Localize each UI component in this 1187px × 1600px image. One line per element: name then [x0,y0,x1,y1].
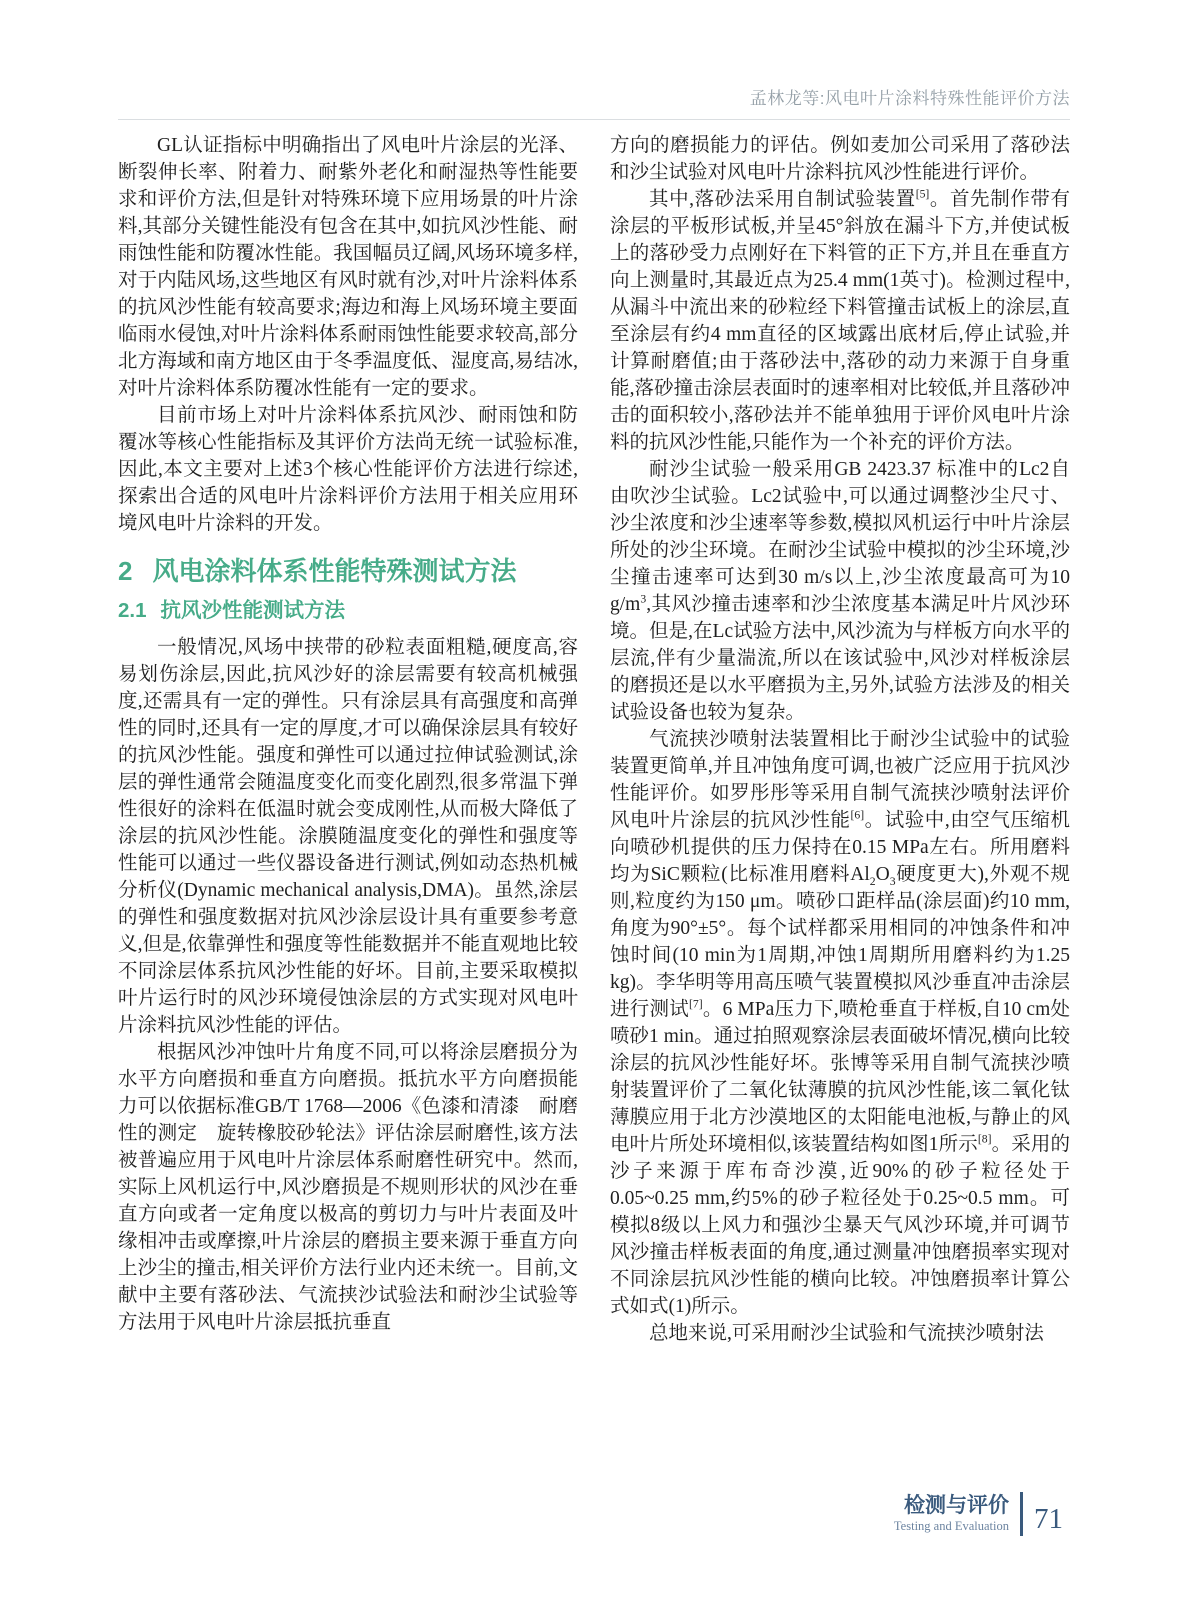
paragraph: GL认证指标中明确指出了风电叶片涂层的光泽、断裂伸长率、附着力、耐紫外老化和耐湿热等性能要求和评价方法,但是针对特殊环境下应用场景的叶片涂料,其部分关键性能没有包含在其中,如抗风沙性能、耐雨蚀性能和防覆冰性能。我国幅员辽阔,风场环境多样,对于内陆风场,这些地区有风时就有沙,对叶片涂料体系的抗风沙性能有较高要求;海边和海上风场环境主要面临雨水侵蚀,对叶片涂料体系耐雨蚀性能要求较高,部分北方海域和南方地区由于冬季温度低、湿度高,易结冰,对叶片涂料体系防覆冰性能有一定的要求。 [118,135,578,399]
page-footer [894,1492,1063,1536]
paragraph: 其中,落砂法采用自制试验装置[5]。首先制作带有涂层的平板形试板,并呈45°斜放在漏斗下方,并使试板上的落砂受力点刚好在下料管的正下方,并且在垂直方向上测量时,其最近点为25.4 mm(1英寸)。检测过程中,从漏斗中流出来的砂粒经下料管撞击试板上的涂层,直至涂层有约4 mm直径的区域露出底材后,停止试验,并计算耐磨值;由于落砂法中,落砂的动力来源于自身重能,落砂撞击涂层表面时的速率相对比较低,并且落砂冲击的面积较小,落砂法并不能单独用于评价风电叶片涂料的抗风沙性能,只能作为一个补充的评价方法。 [610,187,1070,453]
page-number: 71 [1034,1502,1063,1535]
paragraph: 一般情况,风场中挟带的砂粒表面粗糙,硬度高,容易划伤涂层,因此,抗风沙好的涂层需要有较高机械强度,还需具有一定的弹性。只有涂层具有高强度和高弹性的同时,还具有一定的厚度,才可以确保涂层具有较好的抗风沙性能。强度和弹性可以通过拉伸试验测试,涂层的弹性通常会随温度变化而变化剧烈,很多常温下弹性很好的涂料在低温时就会变成刚性,从而极大降低了涂层的抗风沙性能。涂膜随温度变化的弹性和强度等性能可以通过一些仪器设备进行测试,例如动态热机械分析仪(Dynamic mechanical analysis,DMA)。虽然,涂层的弹性和强度数据对抗风沙涂层设计具有重要参考意义,但是,依靠弹性和强度等性能数据并不能直观地比较不同涂层体系抗风沙性能的好坏。目前,主要采取模拟叶片运行时的风沙环境侵蚀涂层的方式实现对风电叶片涂料抗风沙性能的评估。 [118,637,578,1037]
footer-divider [1020,1492,1023,1536]
subsection-heading [118,599,578,623]
section-heading [118,557,578,587]
paragraph: 耐沙尘试验一般采用GB 2423.37 标准中的Lc2自由吹沙尘试验。Lc2试验中,可以通过调整沙尘尺寸、沙尘浓度和沙尘速率等参数,模拟风机运行中叶片涂层所处的沙尘环境。在耐沙尘试验中模拟的沙尘环境,沙尘撞击速率可达到30 m/s以上,沙尘浓度最高可为10 $g/m^3$,其风沙撞击速率和沙尘浓度基本满足叶片风沙环境。但是,在Lc试验方法中,风沙流为与样板方向水平的层流,伴有少量湍流,所以在该试验中,风沙对样板涂层的磨损还是以水平磨损为主,另外,试验方法涉及的相关试验设备也较为复杂。 [610,459,1070,723]
running-title: 孟林龙等:风电叶片涂料特殊性能评价方法 [749,89,1070,108]
journal-section-name-en: Testing and Evaluation [893,1519,1009,1534]
header-divider [118,119,1070,120]
section-number: 2 [118,556,133,586]
left-column [118,132,578,1336]
paragraph: 气流挟沙喷射法装置相比于耐沙尘试验中的试验装置更简单,并且冲蚀角度可调,也被广泛应用于抗风沙性能评价。如罗彤彤等采用自制气流挟沙喷射法评价风电叶片涂层的抗风沙性能[6]。试验中,由空气压缩机向喷砂机提供的压力保持在0.15 MPa左右。所用磨料均为SiC颗粒(比标准用磨料$Al_2O_3$硬度更大),外观不规则,粒度约为150 μm。喷砂口距样品(涂层面)约10 mm,角度为90°±5°。每个试样都采用相同的冲蚀条件和冲蚀时间(10 min为1周期,冲蚀1周期所用磨料约为1.25 kg)。李华明等用高压喷气装置模拟风沙垂直冲击涂层进行测试[7]。6 MPa压力下,喷枪垂直于样板,自10 cm处喷砂1 min。通过拍照观察涂层表面破坏情况,横向比较涂层的抗风沙性能好坏。张博等采用自制气流挟沙喷射装置评价了二氧化钛薄膜的抗风沙性能,该二氧化钛薄膜应用于北方沙漠地区的太阳能电池板,与静止的风电叶片所处环境相似,该装置结构如图1所示[8]。采用的沙子来源于库布奇沙漠,近90%的砂子粒径处于0.05~0.25 mm,约5%的砂子粒径处于0.25~0.5 mm。可模拟8级以上风力和强沙尘暴天气风沙环境,并可调节风沙撞击样板表面的角度,通过测量冲蚀磨损率实现对不同涂层抗风沙性能的横向比较。冲蚀磨损率计算公式如式(1)所示。 [610,729,1071,1317]
paragraph: 总地来说,可采用耐沙尘试验和气流挟沙喷射法 [649,1323,1044,1344]
section-title: 风电涂料体系性能特殊测试方法 [152,556,517,586]
paragraph: 方向的磨损能力的评估。例如麦加公司采用了落砂法和沙尘试验对风电叶片涂料抗风沙性能进行评价。 [610,135,1070,183]
paragraph: 根据风沙冲蚀叶片角度不同,可以将涂层磨损分为水平方向磨损和垂直方向磨损。抵抗水平方向磨损能力可以依据标准GB/T 1768—2006《色漆和清漆 耐磨性的测定 旋转橡胶砂轮法》评估涂层耐磨性,该方法被普遍应用于风电叶片涂层体系耐磨性研究中。然而,实际上风机运行中,风沙磨损是不规则形状的风沙在垂直方向或者一定角度以极高的剪切力与叶片表面及叶缘相冲击或摩擦,叶片涂层的磨损主要来源于垂直方向上沙尘的撞击,相关评价方法行业内还未统一。目前,文献中主要有落砂法、气流挟沙试验法和耐沙尘试验等方法用于风电叶片涂层抵抗垂直 [118,1042,578,1334]
journal-section-name: 检测与评价 [904,1493,1009,1517]
subsection-title: 抗风沙性能测试方法 [160,598,345,622]
subsection-number: 2.1 [118,598,147,622]
journal-section-names [894,1494,1009,1534]
page-header [118,84,1070,120]
right-column [610,132,1070,1347]
paragraph: 目前市场上对叶片涂料体系抗风沙、耐雨蚀和防覆冰等核心性能指标及其评价方法尚无统一试验标准,因此,本文主要对上述3个核心性能评价方法进行综述,探索出合适的风电叶片涂料评价方法用于相关应用环境风电叶片涂料的开发。 [118,405,578,534]
